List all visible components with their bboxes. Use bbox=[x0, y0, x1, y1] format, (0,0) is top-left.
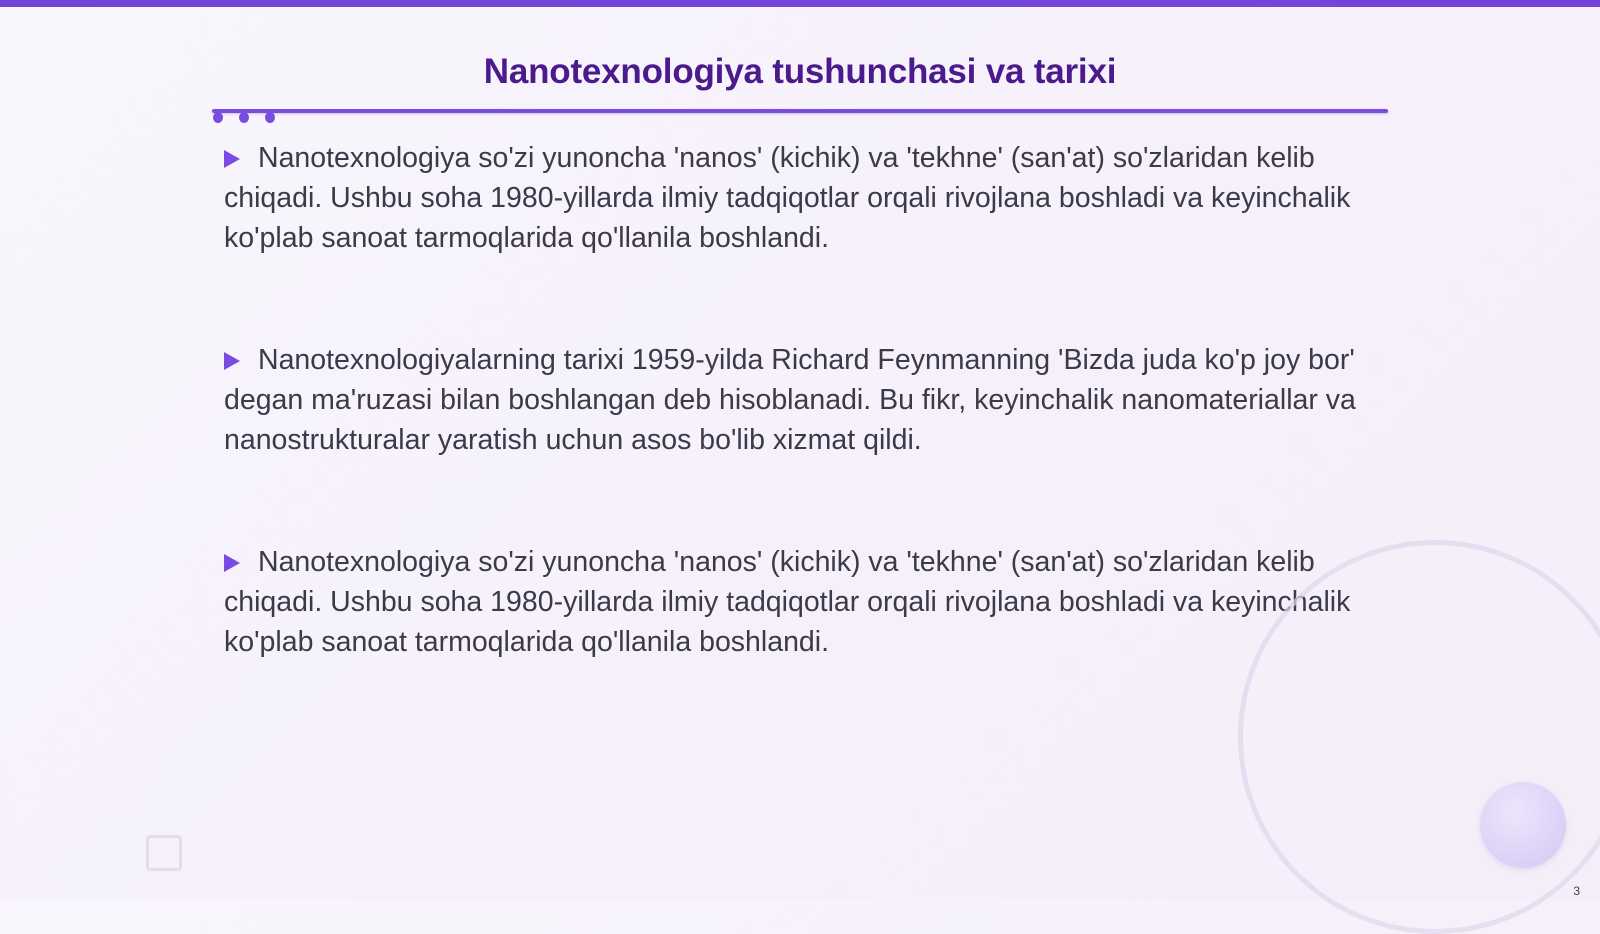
triangle-right-icon bbox=[224, 554, 240, 572]
triangle-right-icon bbox=[224, 150, 240, 168]
bullet-text: Nanotexnologiya so'zi yunoncha 'nanos' (kichik) va 'tekhne' (san'at) so'zlaridan kelib chiqadi. Ushbu soha 1980-yillarda ilmiy tadqiqotlar orqali rivojlana boshladi va keyinchalik ko'plab sanoat tarmoqlarida qo'llanila boshlandi. bbox=[224, 142, 1351, 254]
decor-dot bbox=[213, 112, 223, 123]
decor-dot bbox=[265, 112, 275, 123]
decor-square bbox=[146, 835, 182, 871]
top-accent-bar bbox=[0, 0, 1600, 7]
slide-title: Nanotexnologiya tushunchasi va tarixi bbox=[483, 52, 1117, 91]
decor-circle bbox=[1480, 782, 1566, 868]
slide-content bbox=[224, 138, 1384, 744]
decor-dot bbox=[239, 112, 249, 123]
bullet-text: Nanotexnologiyalarning tarixi 1959-yilda Richard Feynmanning 'Bizda juda ko'p joy bor' degan ma'ruzasi bilan boshlangan deb hisoblanadi. Bu fikr, keyinchalik nanomateriallar va nanostrukturalar yaratish uchun asos bo'lib xizmat qildi. bbox=[224, 344, 1356, 456]
title-dots-decoration bbox=[213, 112, 283, 128]
bullet-paragraph bbox=[224, 340, 1384, 460]
page-number: 3 bbox=[1573, 884, 1580, 898]
bullet-paragraph bbox=[224, 138, 1384, 258]
bullet-paragraph bbox=[224, 542, 1384, 662]
triangle-right-icon bbox=[224, 352, 240, 370]
bullet-text: Nanotexnologiya so'zi yunoncha 'nanos' (kichik) va 'tekhne' (san'at) so'zlaridan kelib chiqadi. Ushbu soha 1980-yillarda ilmiy tadqiqotlar orqali rivojlana boshladi va keyinchalik ko'plab sanoat tarmoqlarida qo'llanila boshlandi. bbox=[224, 546, 1351, 658]
title-underline bbox=[212, 109, 1388, 113]
